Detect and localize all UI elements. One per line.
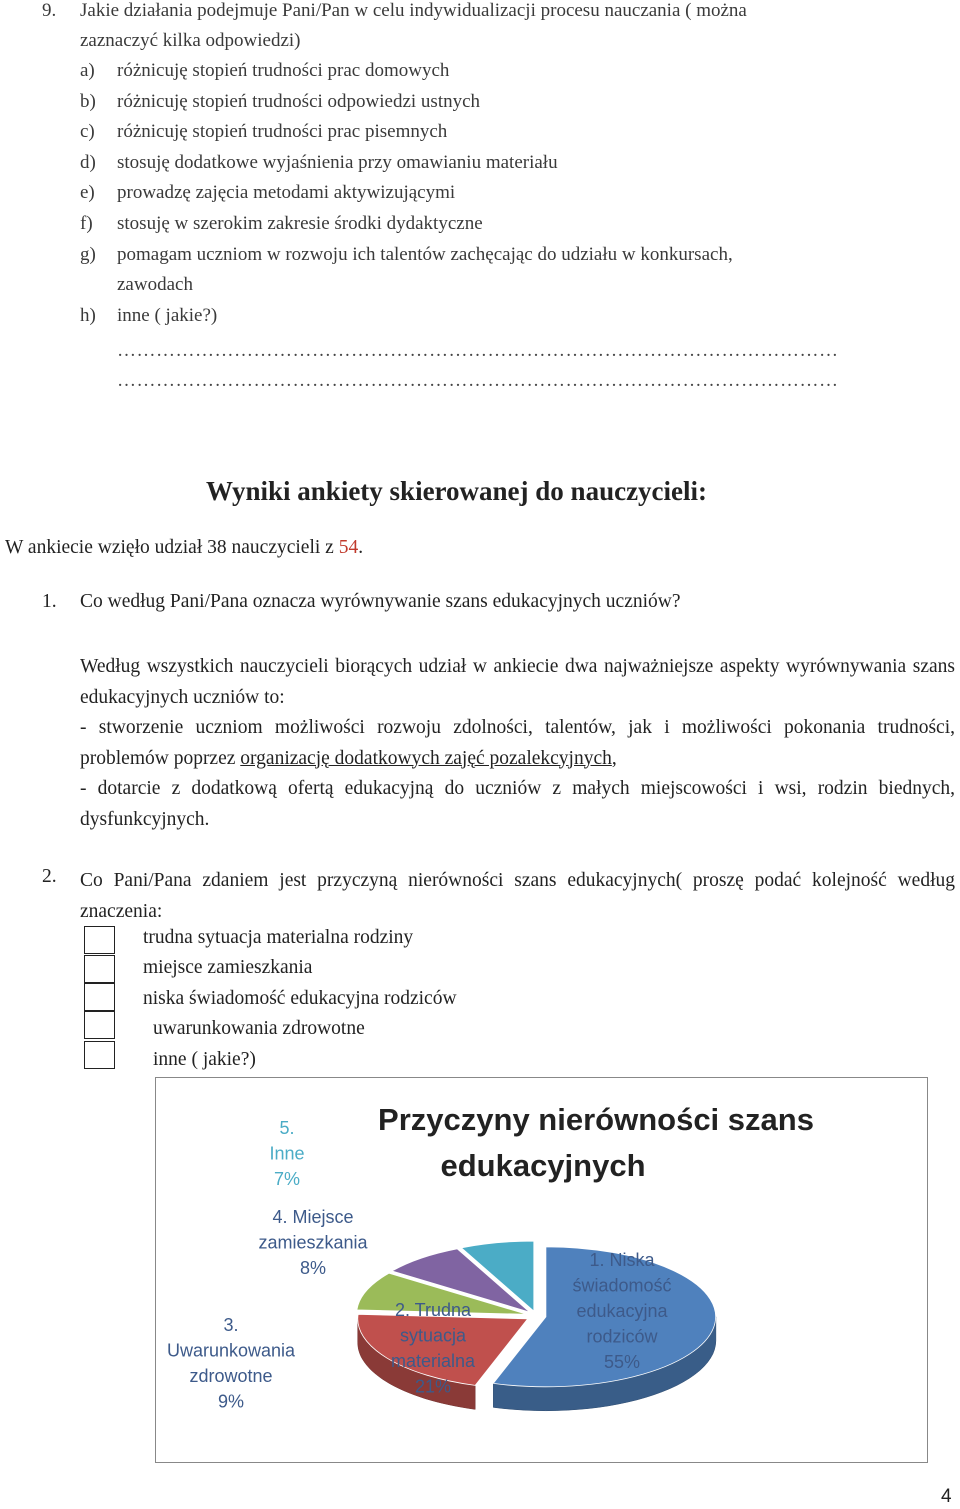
q9-option-letter: d) (80, 151, 96, 173)
q2-number: 2. (42, 866, 57, 887)
q1-point1-comma: , (611, 747, 617, 769)
pie-label-line: 21% (414, 1376, 452, 1397)
q9-option-letter: h) (80, 304, 96, 326)
pie-label-line: 5. (279, 1118, 295, 1138)
participation-suffix: . (358, 537, 364, 558)
q2-option-2: miejsce zamieszkania (143, 957, 313, 978)
q9-option-text: inne ( jakie?) (117, 304, 218, 326)
pie-label-line: świadomość (572, 1275, 672, 1296)
q2-checkbox-4[interactable] (84, 1011, 115, 1039)
pie-slice-label (269, 1118, 304, 1189)
pie-label-line: 9% (217, 1391, 245, 1412)
q1-text: Co według Pani/Pana oznacza wyrównywanie szans edukacyjnych uczniów? (80, 591, 681, 612)
pie-label-line: 55% (603, 1352, 641, 1372)
participation-prefix: W ankiecie wzięło udział 38 nauczycieli z (5, 537, 339, 558)
results-heading: Wyniki ankiety skierowanej do nauczycieli: (206, 476, 708, 506)
q9-option-letter: f) (80, 213, 93, 234)
q2-checkbox-2[interactable] (84, 955, 115, 983)
pie-label-line: 1. Niska (589, 1250, 655, 1270)
q9-option-text: stosuję w szerokim zakresie środki dydaktyczne (117, 213, 483, 234)
chart-title-line1: Przyczyny nierówności szans (378, 1102, 814, 1137)
pie-label-line: 2. Trudna (394, 1300, 472, 1320)
q1-point1-underlined: organizację dodatkowych zajęć pozalekcyjnych (240, 747, 612, 769)
q9-option-text: zawodach (117, 274, 193, 296)
pie-label-line: 8% (299, 1258, 327, 1278)
participation-line (5, 537, 363, 559)
q1-answer-intro: Według wszystkich nauczycieli biorących udział w ankiecie dwa najważniejsze aspekty wyrównywania szans edukacyjnych uczniów to: (80, 656, 955, 708)
pie-label-line: materialna (390, 1351, 476, 1371)
q2-option-5: inne ( jakie?) (153, 1049, 256, 1070)
q2-option-4: uwarunkowania zdrowotne (153, 1018, 365, 1039)
q1-point1-text: - stworzenie uczniom możliwości rozwoju zdolności, talentów, jak i możliwości pokonania trudności, problemów poprzez (80, 717, 955, 769)
q9-option-letter: e) (80, 182, 95, 204)
q9-option-letter: a) (80, 60, 95, 81)
q9-option-text: różnicuję stopień trudności odpowiedzi ustnych (117, 90, 481, 112)
pie-label-line: 3. (223, 1315, 239, 1335)
q9-number: 9. (42, 0, 57, 21)
pie-label-line: rodziców (586, 1326, 658, 1347)
q9-option-letter: g) (80, 243, 96, 265)
page-number: 4 (941, 1486, 952, 1507)
participation-total: 54 (338, 537, 359, 558)
pie-slice-label (167, 1315, 296, 1412)
q9-option-text: różnicuję stopień trudności prac domowych (117, 60, 450, 81)
pie-label-line: zamieszkania (258, 1232, 368, 1253)
q9-option-text: stosuję dodatkowe wyjaśnienia przy omawianiu materiału (117, 151, 558, 173)
answer-dots-line-2: ………………………………………………………………………………………………… (117, 370, 839, 391)
q1-point1 (80, 713, 955, 774)
q9-text-line2: zaznaczyć kilka odpowiedzi) (80, 30, 301, 51)
q9-option-text: prowadzę zajęcia metodami aktywizującymi (117, 182, 456, 204)
q2-checkbox-3[interactable] (84, 983, 115, 1011)
pie-label-line: 7% (273, 1169, 301, 1189)
q9-option-text: różnicuję stopień trudności prac pisemnych (117, 121, 448, 143)
pie-label-line: Inne (269, 1143, 305, 1164)
q2-checkbox-1[interactable] (84, 926, 115, 954)
q9-option-letter: b) (80, 90, 96, 112)
q9-option-letter: c) (80, 121, 95, 143)
q2-option-1: trudna sytuacja materialna rodziny (143, 927, 414, 948)
answer-dots-line-1: ………………………………………………………………………………………………… (117, 340, 839, 361)
pie-label-line: edukacyjna (576, 1301, 668, 1321)
pie-chart-frame (155, 1077, 928, 1463)
pie-label-line: Uwarunkowania (166, 1340, 296, 1361)
pie-label-line: 4. Miejsce (272, 1207, 354, 1227)
q2-checkbox-5[interactable] (84, 1041, 115, 1069)
pie-label-line: sytuacja (399, 1325, 467, 1346)
q9-option-text: pomagam uczniom w rozwoju ich talentów zachęcając do udziału w konkursach, (117, 243, 733, 265)
q1-point2: - dotarcie z dodatkową ofertą edukacyjną do uczniów z małych miejscowości i wsi, rodzin biednych, dysfunkcyjnych. (80, 778, 955, 830)
q2-option-3: niska świadomość edukacyjna rodziców (143, 988, 457, 1009)
q1-number: 1. (42, 591, 57, 612)
pie-chart (156, 1078, 927, 1462)
q9-text-line1: Jakie działania podejmuje Pani/Pan w celu indywidualizacji procesu nauczania ( można (80, 0, 747, 21)
q2-text: Co Pani/Pana zdaniem jest przyczyną nierówności szans edukacyjnych( proszę podać kolejność według znaczenia: (80, 870, 955, 922)
chart-title-line2: edukacyjnych (440, 1148, 646, 1183)
pie-label-line: zdrowotne (189, 1366, 273, 1386)
pie-slice-label (258, 1207, 368, 1278)
